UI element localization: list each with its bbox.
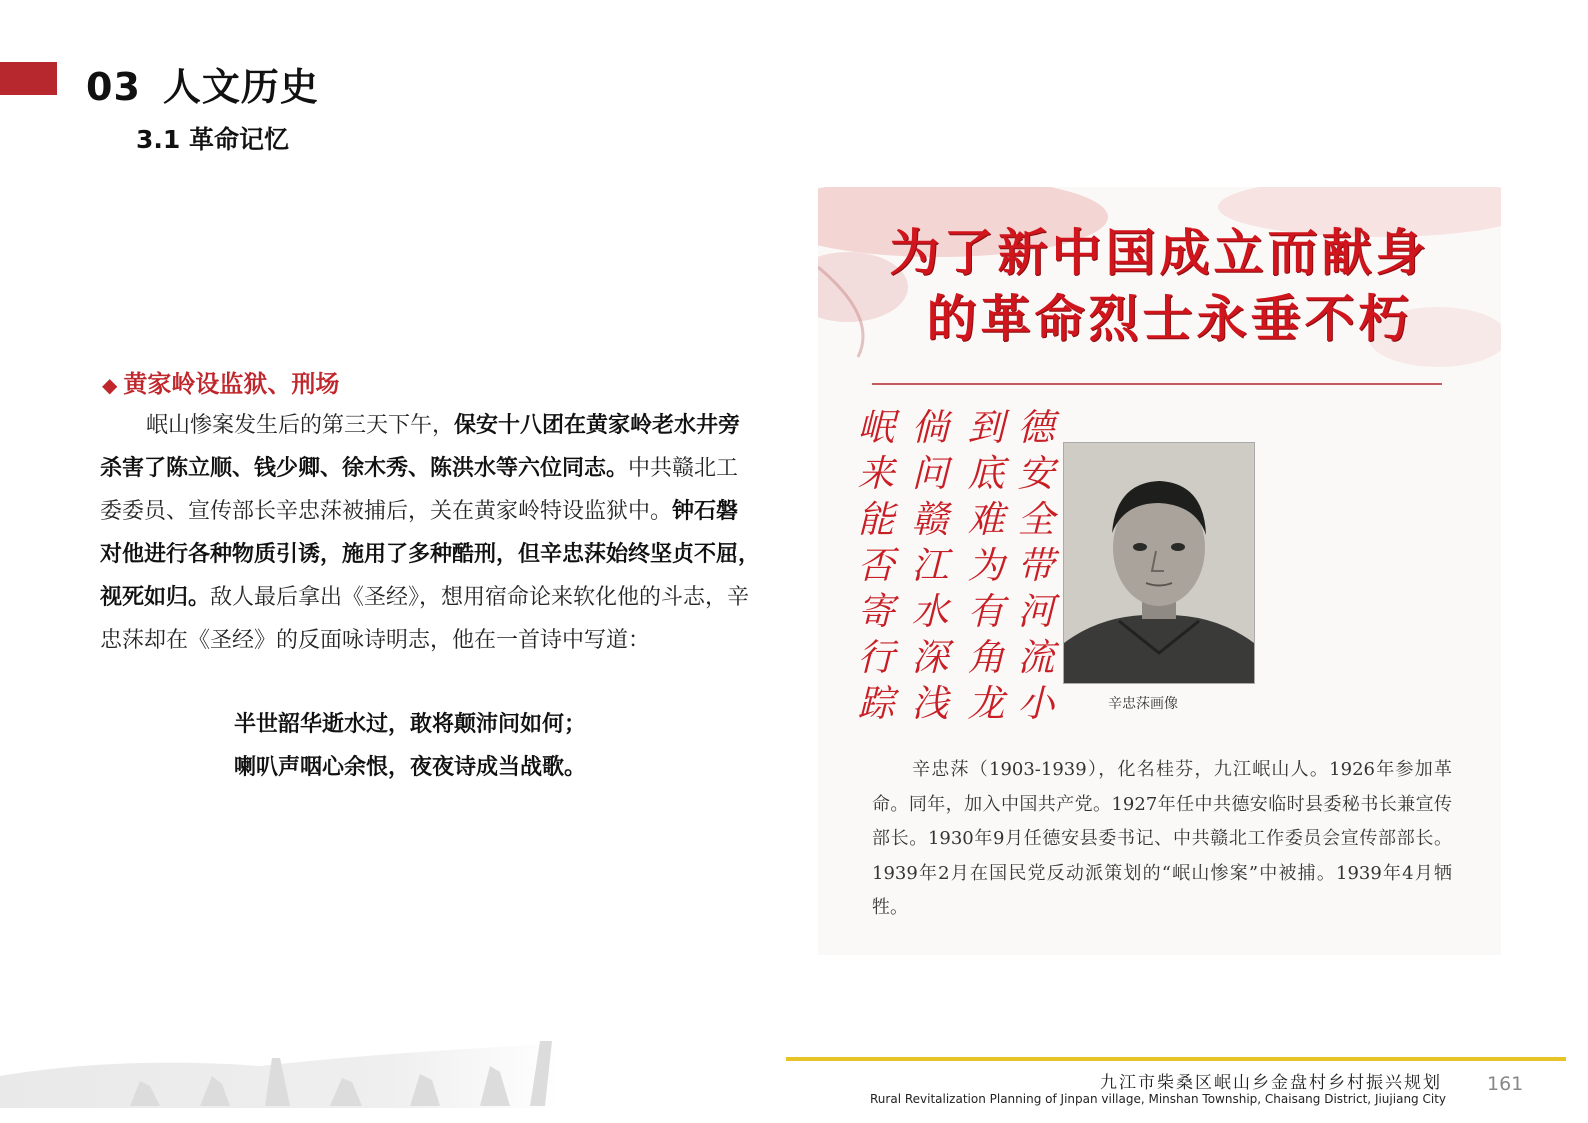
chapter-title (86, 56, 319, 111)
memorial-title-line-1: 为了新中国成立而献身 (889, 223, 1430, 282)
chapter-accent-bar (0, 62, 57, 95)
page-number: 161 (1487, 1073, 1524, 1095)
diamond-bullet-icon: ◆ (102, 373, 118, 397)
poem-line: 半世韶华逝水过，敢将颠沛问如何； (234, 712, 587, 737)
article-heading (102, 364, 339, 399)
chapter-name: 人文历史 (162, 65, 319, 109)
divider (872, 383, 1442, 385)
text-run: 岷山惨案发生后的第三天下午， (146, 413, 455, 438)
portrait-caption: 辛忠莯画像 (1108, 696, 1178, 712)
calligraphy-column: 德安全带河流小 (1017, 406, 1055, 725)
memorial-title-line-2: 的革命烈士永垂不朽 (926, 289, 1413, 348)
biography-text: 辛忠莯（1903-1939），化名桂芬，九江岷山人。1926年参加革命。同年，加入中国共产党。1927年任中共德安临时县委秘书长兼宣传部长。1930年9月任德安县委书记、中共赣北工作委员会宣传部部长。1939年2月在国民党反动派策划的“岷山惨案”中被捕。1939年4月牺牲。 (872, 759, 1452, 918)
portrait-image (1063, 442, 1255, 684)
memorial-photo (818, 187, 1501, 955)
chapter-number: 03 (86, 65, 141, 109)
calligraphy-column: 倘问赣江水深浅 (911, 406, 949, 725)
bold-text-run: 钟石磐对他进行各种物质引诱，施用了多种酷刑，但辛忠莯始终坚贞不屈，视死如归。 (100, 499, 761, 610)
article-body (100, 404, 760, 662)
article-heading-text: 黄家岭设监狱、刑场 (123, 370, 340, 398)
bold-text-run: 保安十八团在黄家岭老水井旁杀害了陈立顺、钱少卿、徐木秀、陈洪水等六位同志。 (100, 413, 741, 481)
footer-rule (786, 1057, 1566, 1061)
poem-line: 喇叭声咽心余恨，夜夜诗成当战歌。 (234, 755, 587, 780)
text-run: 中共赣北工委委员、宣传部长辛忠莯被捕后，关在黄家岭特设监狱中。 (100, 456, 739, 524)
poem (234, 703, 586, 789)
calligraphy-column: 岷来能否寄行踪 (857, 406, 895, 725)
footer-title-en: Rural Revitalization Planning of Jinpan village, Minshan Township, Chaisang District, Jiujiang City (870, 1092, 1446, 1106)
text-run: 敌人最后拿出《圣经》，想用宿命论来软化他的斗志，辛忠莯却在《圣经》的反面咏诗明志，他在一首诗中写道： (100, 585, 750, 653)
calligraphy-column: 到底难为有角龙 (967, 406, 1005, 725)
article-paragraph (100, 404, 760, 662)
footer-title-cn: 九江市柴桑区岷山乡金盘村乡村振兴规划 (1100, 1073, 1442, 1093)
footer-silhouette-decoration (0, 1036, 786, 1108)
biography (872, 753, 1452, 926)
section-title: 3.1 革命记忆 (136, 125, 289, 154)
